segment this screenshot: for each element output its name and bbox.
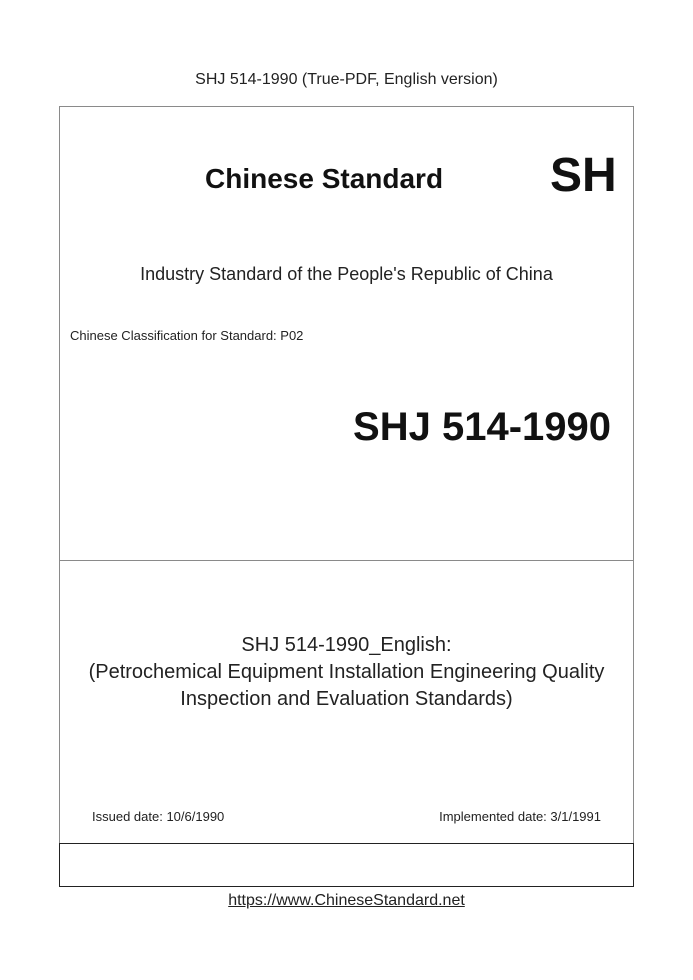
- english-title-block: [70, 632, 623, 713]
- standard-type-title: Chinese Standard: [205, 163, 444, 194]
- standard-number: SHJ 514-1990: [353, 405, 611, 449]
- cover-bottom-frame: [59, 843, 634, 887]
- footer: [0, 892, 693, 910]
- english-title-line-3: Inspection and Evaluation Standards): [180, 688, 513, 710]
- classification-label: Chinese Classification for Standard: P02: [70, 328, 304, 343]
- industry-standard-line: Industry Standard of the People's Republic of China: [140, 264, 553, 284]
- standard-code-badge: SH: [550, 149, 617, 202]
- english-title-line-1: SHJ 514-1990_English:: [241, 634, 452, 656]
- english-title-line-2: (Petrochemical Equipment Installation Engineering Quality: [88, 661, 605, 683]
- implemented-date: Implemented date: 3/1/1991: [439, 809, 601, 824]
- issued-date: Issued date: 10/6/1990: [92, 809, 225, 824]
- website-link[interactable]: https://www.ChineseStandard.net: [228, 892, 465, 909]
- document-header-title: SHJ 514-1990 (True-PDF, English version): [195, 71, 498, 88]
